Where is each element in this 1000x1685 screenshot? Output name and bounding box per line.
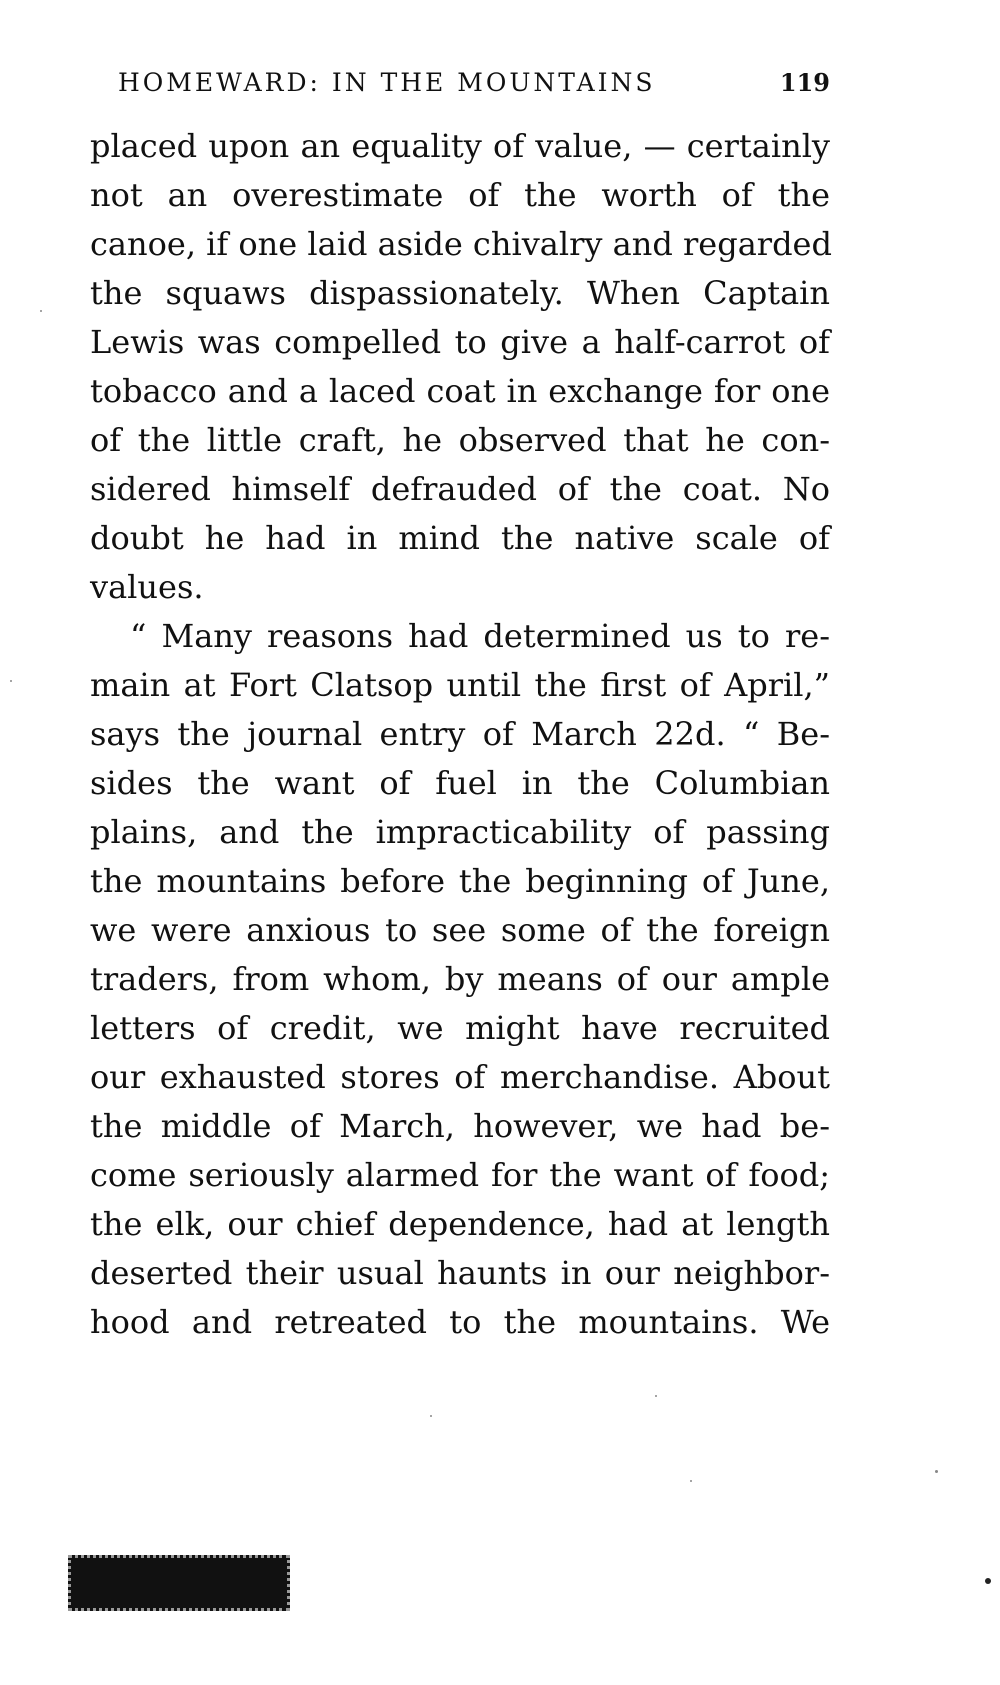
- text-line: sidered himself defrauded of the coat. No: [90, 470, 830, 508]
- text-line: sides the want of fuel in the Columbian: [90, 764, 830, 802]
- text-line: plains, and the impracticability of passing: [90, 813, 830, 851]
- scan-speck: [690, 1480, 692, 1482]
- text-line: deserted their usual haunts in our neighbor-: [90, 1254, 830, 1292]
- library-stamp-redaction: [68, 1555, 290, 1611]
- text-line: main at Fort Clatsop until the first of April,”: [90, 666, 830, 704]
- text-line: the elk, our chief dependence, had at length: [90, 1205, 830, 1243]
- scan-speck: [10, 680, 12, 682]
- text-line: “ Many reasons had determined us to re-: [130, 617, 830, 655]
- scan-speck: [655, 1395, 657, 1397]
- text-line: we were anxious to see some of the foreign: [90, 911, 830, 949]
- page-number: 119: [779, 68, 830, 97]
- text-line: doubt he had in mind the native scale of: [90, 519, 830, 557]
- text-line: the mountains before the beginning of June,: [90, 862, 830, 900]
- text-line: placed upon an equality of value, — certainly: [90, 127, 830, 165]
- text-line: says the journal entry of March 22d. “ Be-: [90, 715, 830, 753]
- text-line: not an overestimate of the worth of the: [90, 176, 830, 214]
- scan-speck: [935, 1470, 938, 1473]
- text-line: the middle of March, however, we had be-: [90, 1107, 830, 1145]
- text-line: of the little craft, he observed that he con-: [90, 421, 830, 459]
- text-line: hood and retreated to the mountains. We: [90, 1303, 830, 1341]
- text-line: the squaws dispassionately. When Captain: [90, 274, 830, 312]
- running-head: [118, 68, 830, 100]
- scan-speck: [40, 310, 42, 312]
- text-line: canoe, if one laid aside chivalry and regarded: [90, 225, 832, 263]
- text-line: traders, from whom, by means of our ample: [90, 960, 830, 998]
- body-text: [90, 122, 830, 1347]
- text-line: letters of credit, we might have recruited: [90, 1009, 830, 1047]
- text-line: our exhausted stores of merchandise. About: [90, 1058, 830, 1096]
- text-line: values.: [90, 568, 204, 606]
- text-line: come seriously alarmed for the want of food;: [90, 1156, 830, 1194]
- scan-speck: [985, 1578, 991, 1584]
- text-line: Lewis was compelled to give a half-carrot of: [90, 323, 830, 361]
- running-title: HOMEWARD: IN THE MOUNTAINS: [118, 68, 656, 97]
- text-line: tobacco and a laced coat in exchange for one: [90, 372, 830, 410]
- scan-speck: [430, 1415, 432, 1417]
